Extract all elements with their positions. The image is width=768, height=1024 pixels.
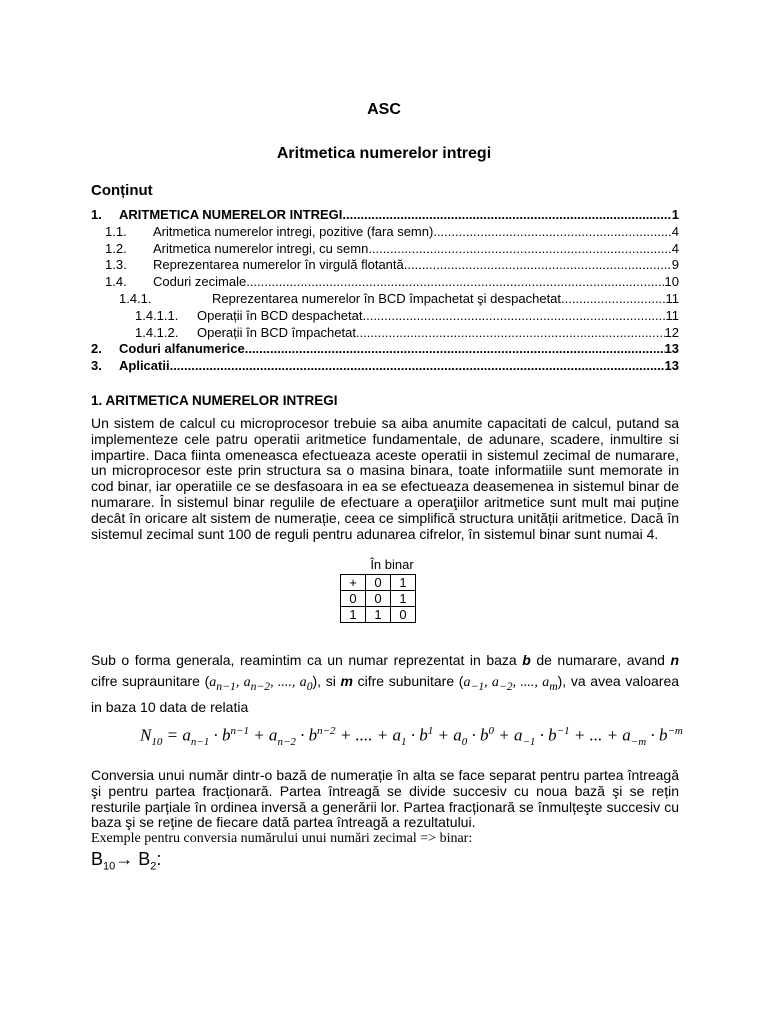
- toc-entry-label: Aplicatii: [119, 358, 170, 374]
- table-cell: 1: [366, 607, 391, 623]
- toc-entry-label: Reprezentarea numerelor în BCD împachetat şi despachetat: [212, 290, 562, 306]
- table-row: [341, 591, 416, 607]
- binary-table-caption: În binar: [370, 557, 414, 572]
- toc-entry-number: 1.4.1.1.: [135, 307, 179, 323]
- toc-entry-page: 9: [671, 257, 679, 273]
- toc-dot-leader: [245, 341, 665, 358]
- toc-entry[interactable]: [91, 257, 679, 274]
- example-line: Exemple pentru conversia numărului unui numări zecimal => binar:: [91, 831, 473, 846]
- table-cell: 1: [341, 607, 366, 623]
- table-cell: 0: [366, 591, 391, 607]
- contents-heading: Conținut: [91, 182, 153, 199]
- toc-entry-label: Coduri zecimale: [153, 274, 247, 290]
- toc-entry-page: 13: [664, 358, 679, 374]
- toc-entry[interactable]: [91, 325, 679, 342]
- toc-entry[interactable]: [91, 274, 679, 291]
- toc-entry-page: 1: [671, 207, 679, 222]
- toc-entry[interactable]: [91, 241, 679, 258]
- toc-entry-page: 4: [671, 223, 679, 239]
- toc-dot-leader: [561, 291, 665, 308]
- table-row: [341, 575, 416, 591]
- toc-dot-leader: [404, 257, 672, 274]
- toc-entry-number: 2.: [91, 341, 102, 357]
- integer-digits-expression: $a_{n-1}$, $a_{n-2}$, ...., $a_0$: [209, 675, 313, 693]
- toc-entry-label: Aritmetica numerelor intregi, pozitive (fara semn): [153, 223, 434, 239]
- toc-entry-number: 1.4.1.2.: [135, 324, 179, 340]
- toc-entry[interactable]: [91, 308, 679, 325]
- toc-entry-number: 1.4.1.: [119, 290, 152, 306]
- toc-entry-number: 1.3.: [105, 257, 127, 273]
- general-form-paragraph: Sub o forma generala, reamintim ca un numar reprezentat in baza b de numarare, avand n cifre supraunitare ($a_{n-1}$, $a_{n-2}$, ...., $a_0$), si m cifre subunitare ($a_{-1}$, $a_{-2}$, ...., $a_m$), va avea valoarea in baza 10 data de relatia: [91, 652, 680, 715]
- toc-entry[interactable]: [91, 341, 679, 358]
- table-cell: +: [341, 575, 366, 591]
- toc-entry-page: 13: [664, 341, 679, 357]
- fraction-digits-expression: $a_{-1}$, $a_{-2}$, ...., $a_m$: [463, 675, 558, 693]
- toc-entry-page: 12: [664, 324, 679, 340]
- toc-entry-number: 1.4.: [105, 274, 127, 290]
- toc-dot-leader: [246, 274, 664, 291]
- toc-entry-page: 4: [671, 240, 679, 256]
- toc-dot-leader: [368, 241, 671, 258]
- toc-dot-leader: [170, 358, 665, 375]
- toc-entry-label: Aritmetica numerelor intregi, cu semn: [153, 240, 369, 256]
- toc-entry-number: 3.: [91, 358, 102, 374]
- table-of-contents: [91, 207, 679, 375]
- toc-entry-label: Operații în BCD împachetat: [197, 324, 356, 340]
- conversion-label: $B_{10}\to B_2$:: [91, 849, 162, 873]
- toc-dot-leader: [356, 325, 665, 342]
- base-conversion-formula: $N_{10} = a_{n-1} \cdot b^{n-1} + a_{n-2} \cdot b^{n-2}$ + .... + $a_1 \cdot b^1 + a_0 \cdot b^0 + a_{-1} \cdot b^{-1}$ + ... + $a_{-m} \cdot b^{-m}$: [140, 725, 683, 749]
- table-cell: 0: [391, 607, 416, 623]
- toc-entry-label: Coduri alfanumerice: [119, 341, 245, 357]
- toc-dot-leader: [362, 308, 665, 325]
- course-title: ASC: [367, 101, 401, 118]
- toc-entry-label: Operații în BCD despachetat: [197, 307, 363, 323]
- toc-entry-number: 1.2.: [105, 240, 127, 256]
- toc-entry-label: Reprezentarea numerelor în virgulă flotantă: [153, 257, 404, 273]
- table-cell: 0: [341, 591, 366, 607]
- toc-dot-leader: [342, 207, 671, 224]
- toc-entry-page: 10: [664, 274, 679, 290]
- toc-entry[interactable]: [91, 291, 679, 308]
- section-heading: 1. ARITMETICA NUMERELOR INTREGI: [91, 393, 338, 408]
- toc-entry[interactable]: [91, 224, 679, 241]
- toc-entry-label: ARITMETICA NUMERELOR INTREGI: [119, 207, 343, 222]
- toc-entry-number: 1.: [91, 207, 102, 222]
- toc-entry[interactable]: [91, 207, 679, 224]
- table-cell: 1: [391, 575, 416, 591]
- toc-entry[interactable]: [91, 358, 679, 375]
- conversion-paragraph: Conversia unui număr dintr-o bază de numerație în alta se face separat pentru partea întreagă şi pentru partea fracționară. Partea întreagă se divide succesiv cu noua bază şi se rețin resturile parțiale în ordinea inversă a generării lor. Partea fracționară se înmulțeşte succesiv cu baza şi se reține de fiecare dată partea întreagă a rezultatului.: [91, 767, 679, 831]
- table-cell: 0: [366, 575, 391, 591]
- toc-entry-page: 11: [665, 290, 679, 306]
- toc-entry-number: 1.1.: [105, 223, 127, 239]
- toc-entry-page: 11: [665, 307, 679, 323]
- table-row: [341, 607, 416, 623]
- document-title: Aritmetica numerelor intregi: [276, 145, 492, 162]
- table-cell: 1: [391, 591, 416, 607]
- toc-dot-leader: [433, 224, 671, 241]
- binary-addition-table: [340, 574, 416, 623]
- intro-paragraph: Un sistem de calcul cu microprocesor trebuie sa aiba anumite capacitati de calcul, putand sa implementeze cele patru operatii aritmetice fundamentale, de adunare, scadere, inmultire si impartire. Daca fiinta omeneasca efectueaza aceste operatii in sistemul zecimal de numarare, un microprocesor este prin structura sa o masina binara, toate informatiile sunt memorate in cod binar, iar operatiile ce se desfasoara in ea se efectueaza deasemenea in sistemul binar de numarare. În sistemul binar regulile de efectuare a operaţiilor aritmetice sunt mult mai puține decât în oricare alt sistem de numerație, ceea ce simplifică structura unității aritmetice. Dacă în sistemul zecimal sunt 100 de reguli pentru adunarea cifrelor, în sistemul binar sunt numai 4.: [91, 415, 679, 542]
